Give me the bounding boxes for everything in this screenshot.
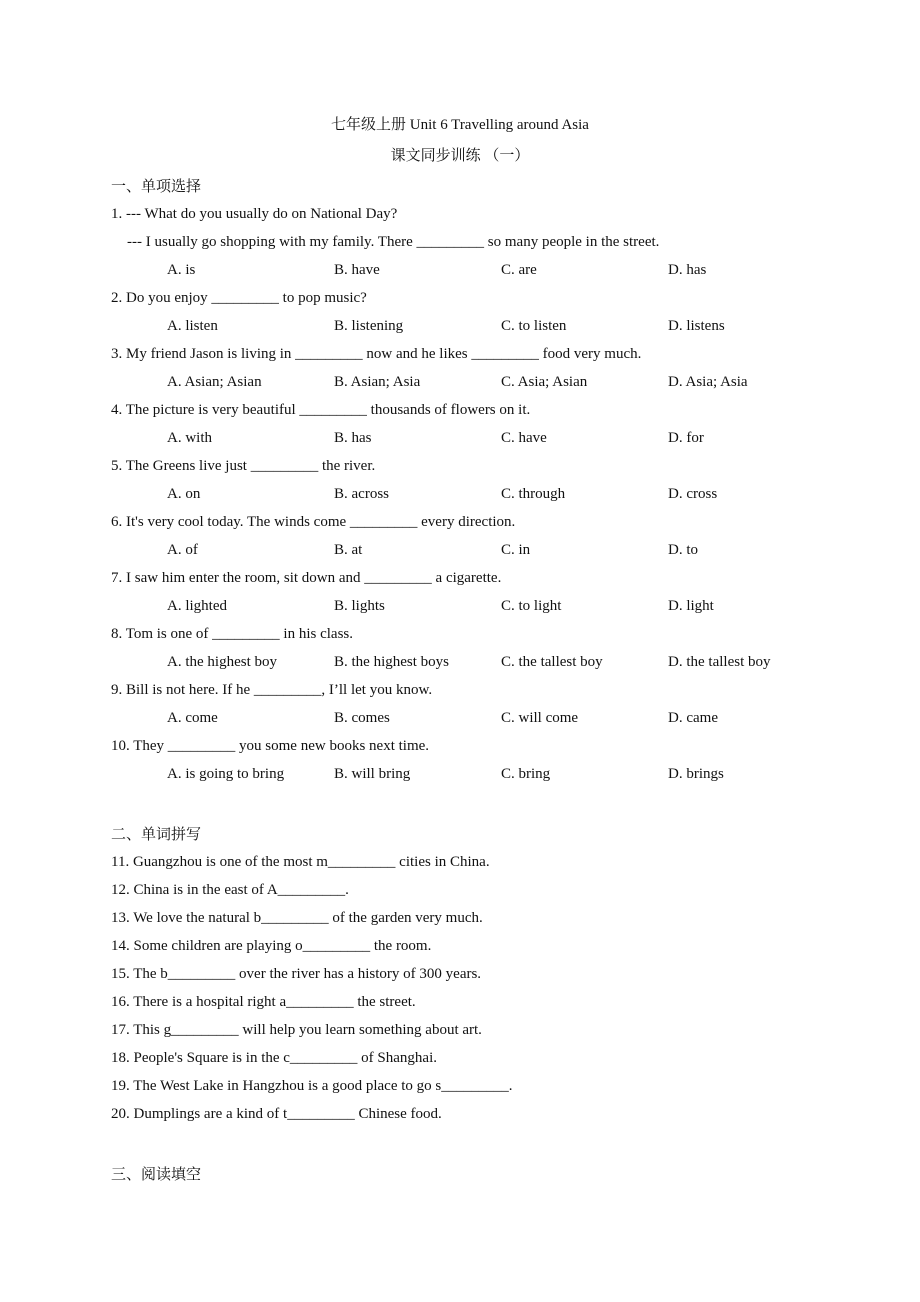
options-row — [0, 374, 920, 394]
options-row — [0, 430, 920, 450]
spelling-item: 17. This g_________ will help you learn something about art. — [111, 1022, 482, 1038]
option-c: C. to light — [501, 598, 562, 614]
spelling-item: 12. China is in the east of A_________. — [111, 882, 349, 898]
option-a: A. the highest boy — [167, 654, 277, 670]
question-stem-continued: --- I usually go shopping with my family. There _________ so many people in the street. — [127, 234, 660, 250]
question-stem: 4. The picture is very beautiful _________ thousands of flowers on it. — [111, 402, 531, 418]
spelling-item: 13. We love the natural b_________ of the garden very much. — [111, 910, 483, 926]
spelling-item: 19. The West Lake in Hangzhou is a good place to go s_________. — [111, 1078, 513, 1094]
options-row — [0, 654, 920, 674]
option-d: D. to — [668, 542, 698, 558]
options-row — [0, 542, 920, 562]
question-stem: 3. My friend Jason is living in _________ now and he likes _________ food very much. — [111, 346, 642, 362]
question-stem: 6. It's very cool today. The winds come _________ every direction. — [111, 514, 516, 530]
option-b: B. listening — [334, 318, 404, 334]
option-a: A. Asian; Asian — [167, 374, 262, 390]
section-heading-spelling: 二、单词拼写 — [111, 827, 202, 843]
option-a: A. listen — [167, 318, 218, 334]
spelling-item: 14. Some children are playing o_________ the room. — [111, 938, 432, 954]
question-stem: 9. Bill is not here. If he _________, I’ll let you know. — [111, 682, 433, 698]
option-b: B. has — [334, 430, 372, 446]
option-c: C. through — [501, 486, 566, 502]
question-stem: 2. Do you enjoy _________ to pop music? — [111, 290, 367, 306]
option-b: B. lights — [334, 598, 385, 614]
option-b: B. comes — [334, 710, 390, 726]
spelling-item: 15. The b_________ over the river has a history of 300 years. — [111, 966, 482, 982]
option-a: A. is going to bring — [167, 766, 285, 782]
option-d: D. brings — [668, 766, 724, 782]
option-d: D. Asia; Asia — [668, 374, 748, 390]
section-heading-multiple-choice: 一、单项选择 — [111, 179, 202, 195]
worksheet-subtitle: 课文同步训练 （一） — [390, 148, 530, 164]
worksheet-title: 七年级上册 Unit 6 Travelling around Asia — [331, 117, 589, 133]
options-row — [0, 318, 920, 338]
question-stem: 1. --- What do you usually do on National Day? — [111, 206, 398, 222]
spelling-item: 18. People's Square is in the c_________ of Shanghai. — [111, 1050, 437, 1066]
option-b: B. at — [334, 542, 363, 558]
option-c: C. will come — [501, 710, 579, 726]
spelling-item: 11. Guangzhou is one of the most m_________ cities in China. — [111, 854, 490, 870]
option-b: B. across — [334, 486, 389, 502]
option-c: C. the tallest boy — [501, 654, 603, 670]
options-row — [0, 262, 920, 282]
option-c: C. Asia; Asian — [501, 374, 588, 390]
option-d: D. cross — [668, 486, 718, 502]
option-c: C. in — [501, 542, 531, 558]
spelling-item: 16. There is a hospital right a_________ the street. — [111, 994, 416, 1010]
question-stem: 10. They _________ you some new books next time. — [111, 738, 430, 754]
question-stem: 5. The Greens live just _________ the river. — [111, 458, 376, 474]
option-c: C. to listen — [501, 318, 567, 334]
option-d: D. has — [668, 262, 707, 278]
option-c: C. have — [501, 430, 547, 446]
section-heading-reading: 三、阅读填空 — [111, 1167, 202, 1183]
options-row — [0, 710, 920, 730]
option-a: A. of — [167, 542, 198, 558]
options-row — [0, 598, 920, 618]
question-stem: 7. I saw him enter the room, sit down and _________ a cigarette. — [111, 570, 502, 586]
option-c: C. are — [501, 262, 537, 278]
option-a: A. lighted — [167, 598, 227, 614]
option-b: B. Asian; Asia — [334, 374, 421, 390]
option-d: D. came — [668, 710, 718, 726]
option-b: B. have — [334, 262, 380, 278]
option-d: D. listens — [668, 318, 725, 334]
option-d: D. the tallest boy — [668, 654, 771, 670]
option-d: D. light — [668, 598, 714, 614]
options-row — [0, 486, 920, 506]
option-a: A. is — [167, 262, 196, 278]
option-a: A. come — [167, 710, 218, 726]
option-b: B. will bring — [334, 766, 411, 782]
option-a: A. with — [167, 430, 212, 446]
spelling-item: 20. Dumplings are a kind of t_________ Chinese food. — [111, 1106, 442, 1122]
option-d: D. for — [668, 430, 704, 446]
options-row — [0, 766, 920, 786]
option-c: C. bring — [501, 766, 551, 782]
option-a: A. on — [167, 486, 201, 502]
option-b: B. the highest boys — [334, 654, 449, 670]
question-stem: 8. Tom is one of _________ in his class. — [111, 626, 353, 642]
